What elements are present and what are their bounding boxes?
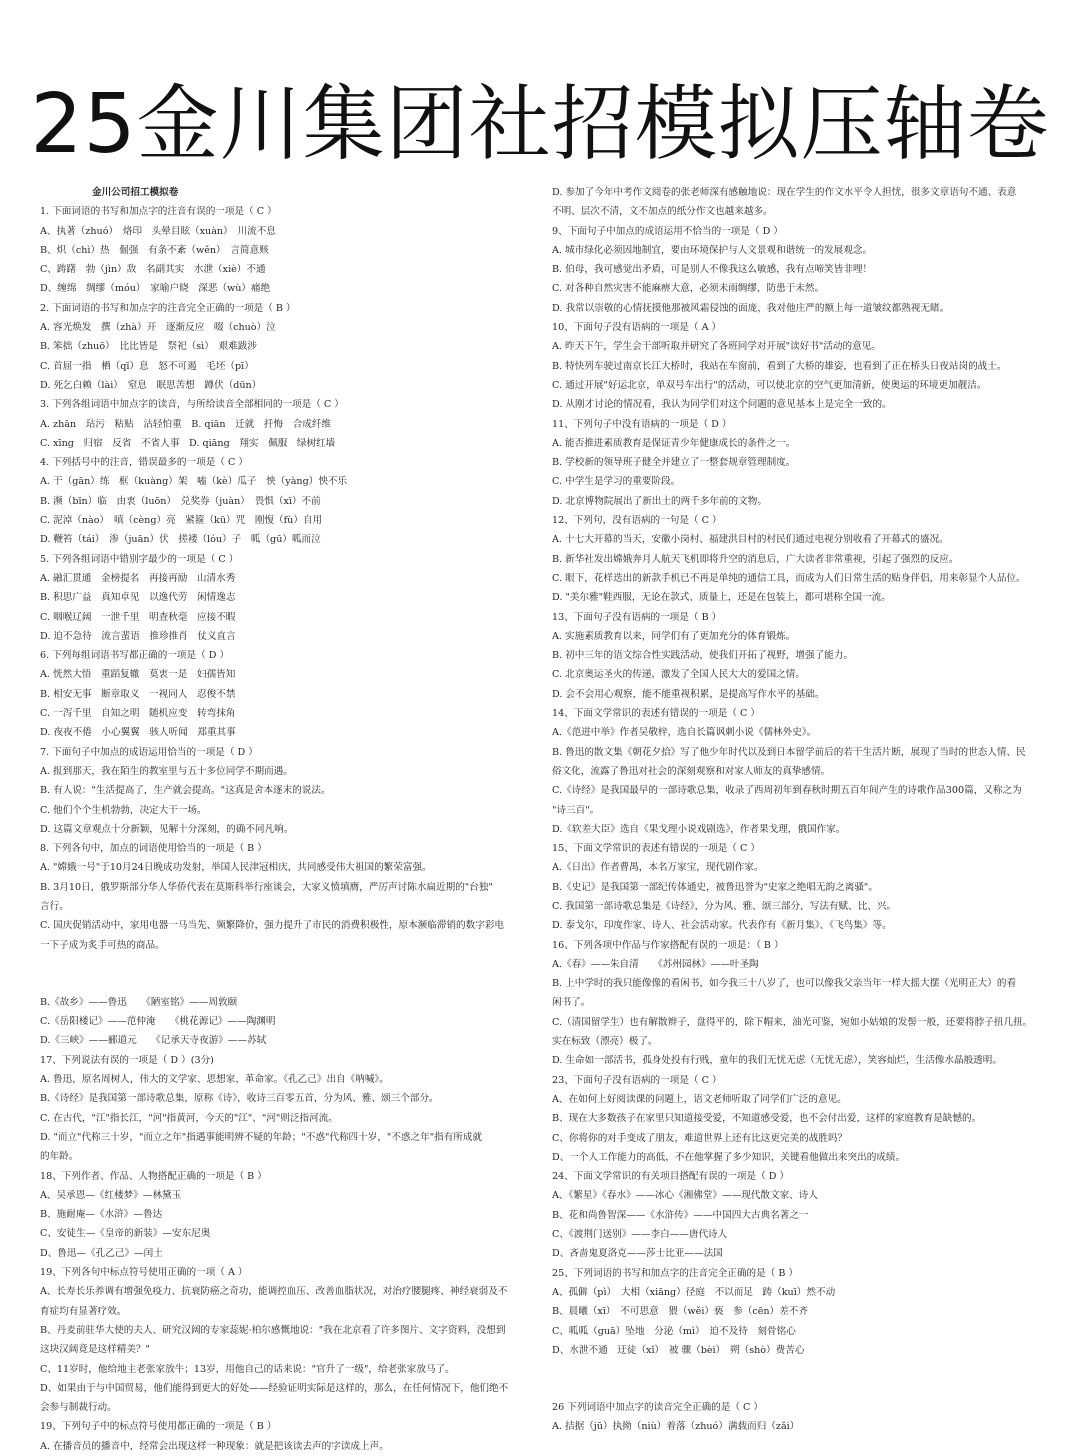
question-line: D. 鞭笞（tái） 渗（juān）伏 搓褛（lóu）子 呱（gū）呱而泣: [40, 534, 321, 546]
question-line: 9、下面句子中加点的成语运用不恰当的一项是（ D ）: [552, 225, 783, 237]
question-line: A、吴承恩—《红楼梦》—林黛玉: [40, 1189, 182, 1201]
question-line: 26 下列词语中加点字的读音完全正确的是（ C ）: [552, 1402, 763, 1414]
question-line: 5. 下列各组词语中错别字最少的一项是（ C ）: [40, 553, 239, 565]
question-line: B、现在大多数孩子在家里只知道接受爱，不知道感受爱，也不会付出爱，这样的家庭教育是缺憾的。: [552, 1113, 982, 1125]
question-line: 15、下面文学常识的表述有错误的一项是（ C ）: [552, 843, 760, 855]
question-line: C. 泥淖（nào） 嗔（cèng）亮 紧箍（kū）咒 刚愎（fù）自用: [40, 515, 323, 527]
question-line: C.《岳阳楼记》——范仲淹 《桃花源记》——陶渊明: [40, 1016, 276, 1028]
question-line: D.《软差大臣》选自《果戈理小说戏剧选》，作者果戈理，俄国作家。: [552, 823, 846, 835]
question-line: 18、下列作者、作品、人物搭配正确的一项是（ B ）: [40, 1170, 267, 1182]
question-line: D. 我常以崇敬的心情抚摸他那被风霜侵蚀的面庞，我对他庄严的额上每一道皱纹都熟视无睹。: [552, 302, 950, 314]
question-line: C.（清国留学生）也有解散辫子，盘得平的，除下帽来，油光可鉴，宛如小姑娘的发髻一般，还要将脖子扭几扭。: [552, 1016, 1033, 1028]
question-line: B. 笨拙（zhuō） 比比皆是 祭祀（sì） 艰难跋涉: [40, 341, 258, 353]
question-line: C. 眼下，花样迭出的新款手机已不再是单纯的通信工具，而成为人们日常生活的贴身伴侣，用来彰显个人品位。: [552, 572, 1026, 584]
question-line: C. 我国第一部诗歌总集是《诗经》，分为风、雅、颂三部分，写法有赋、比、兴。: [552, 900, 897, 912]
question-line: C. 咽喉辽阔 一泄千里 明查秋毫 应接不暇: [40, 611, 236, 623]
question-line: D. 这篇文章观点十分新颖，见解十分深刻，的确不同凡响。: [40, 823, 294, 835]
question-line: A. 容光焕发 撰（zhà）开 逐渐反应 啜（chuò）泣: [40, 322, 276, 334]
question-line: 19、下列各句中标点符号使用正确的一项（ A ）: [40, 1267, 248, 1279]
question-line: 实在标致（漂亮）极了。: [552, 1036, 658, 1048]
question-line: 19、下列句子中的标点符号使用都正确的一项是（ B ）: [40, 1421, 277, 1433]
question-line: 闲书了。: [552, 997, 591, 1009]
question-line: A、孤僻（pì） 大相（xiāng）径庭 不以而足 踌（kuī）然不动: [552, 1286, 836, 1298]
right-column: [552, 183, 1052, 1433]
question-line: C. 首屈一指 栖（qī）息 怒不可遏 毛坯（pī）: [40, 360, 254, 372]
question-line: 17、下列说法有误的一项是（ D ）(3分): [40, 1054, 214, 1066]
question-line: B. 濒（bīn）临 由衷（luōn） 兑奖券（juàn） 畏惧（xī）不前: [40, 495, 321, 507]
question-line: A. 十七大开幕的当天，安徽小岗村、福建洪目村的村民们通过电视分别收看了开幕式的盛况。: [552, 534, 949, 546]
question-line: A. 实施素质教育以来，同学们有了更加充分的体育锻炼。: [552, 630, 796, 642]
question-line: B. 有人说："生活提高了，生产就会提高。"这真是舍本逐末的说法。: [40, 785, 331, 797]
question-line: D、缠绵 绸缪（móu） 家喻户晓 深恶（wù）痛绝: [40, 283, 271, 295]
question-line: "诗三百"。: [552, 804, 600, 816]
question-line: A.《范进中举》作者吴敬梓，选自长篇讽刺小说《儒林外史》。: [552, 727, 817, 739]
question-line: A.《春》——朱自清 《苏州园林》——叶圣陶: [552, 958, 759, 970]
question-line: B. 上中学时的我只能像像的看闲书，如今我三十八岁了，也可以像我父亲当年一样大摇大摆（光明正大）的看: [552, 978, 1017, 990]
question-line: 12、下列句，没有语病的一句是（ C ）: [552, 515, 722, 527]
question-line: D. 夜夜不倦 小心翼翼 骇人听闻 郑重其事: [40, 727, 236, 739]
question-line: D. "而立"代称三十岁，"而立之年"指遇事能明辨不疑的年龄；"不惑"代称四十岁，"不惑之年"指有所成就: [40, 1131, 483, 1143]
question-line: D. 北京博物院展出了新出土的两千多年前的文物。: [552, 495, 767, 507]
question-line: C. 通过开展"好运北京，单双号车出行"的活动，可以使北京的空气更加清新，使奥运的环境更加靓洁。: [552, 379, 987, 391]
question-line: A. 能否推进素质教育是保证青少年健康成长的条件之一。: [552, 437, 796, 449]
question-line: 23、下面句子没有语病的一项是（ C ）: [552, 1074, 722, 1086]
question-line: 2. 下面词语的书写和加点字的注音完全正确的一项是（ B ）: [40, 302, 296, 314]
question-line: A. 在播音员的播音中，经常会出现这样一种现象：就是把该读去声的字读成上声。: [40, 1440, 389, 1452]
question-line: D、一个人工作能力的高低，不在他掌握了多少知识，关键看他做出来突出的成绩。: [552, 1151, 906, 1163]
question-line: B.《诗经》是我国第一部诗歌总集，原称《诗》，收诗三百零五首，分为风、雅、颂三个部分。: [40, 1093, 439, 1105]
question-line: B. 伯母，我可感觉出矛盾，可是别人不像我这么敏感，我有点啼笑皆非哩！: [552, 264, 873, 276]
question-line: B. 新华社发出嫦娥奔月人航天飞机即将升空的消息后，广大读者非常重视，引起了强烈的反应。: [552, 553, 959, 565]
question-line: A. 拮据（jū）执拗（niù）着落（zhuó）满载而归（zǎi）: [552, 1421, 800, 1433]
question-line: A、在如何上好阅读课的问题上，语文老师听取了同学们广泛的意见。: [552, 1093, 847, 1105]
question-line: A. 报到那天，我在陌生的教室里与五十多位同学不期而遇。: [40, 765, 293, 777]
question-line: B. 特快列车驶过南京长江大桥时，我站在车窗前，看到了大桥的雄姿，也看到了正在桥头日夜站岗的战士。: [552, 360, 1007, 372]
question-line: D、吝啬鬼夏洛克——莎士比亚——法国: [552, 1248, 723, 1260]
question-line: D. 参加了今年中考作文阅卷的张老师深有感触地说：现在学生的作文水平令人担忧，很多文章语句不通、表意: [552, 187, 1017, 198]
section-gap: [40, 955, 540, 993]
question-line: A、长寿长乐养调有增强免疫力、抗衰防癌之奇功，能调控血压、改善血脂状况，对治疗腰腿疼、神经衰弱及不: [40, 1286, 508, 1298]
question-line: A. 昨天下午，学生会干部听取并研究了各班同学对开展"读好书"活动的意见。: [552, 341, 881, 353]
left-column: [40, 183, 540, 1452]
question-line: D.《三峡》——郦道元 《记承天寺夜游》——苏轼: [40, 1035, 267, 1047]
question-line: B. 学校新的领导班子健全并建立了一整套规章管理制度。: [552, 457, 796, 469]
question-line: 8. 下列各句中，加点的词语使用恰当的一项是（ B ）: [40, 843, 267, 855]
question-line: 10、下面句子没有语病的一项是（ A ）: [552, 322, 722, 334]
question-line: B、晨曦（xī） 不可思意 猥（wěi）亵 参（cēn）差不齐: [552, 1306, 808, 1318]
question-line: C、《渡荆门送别》——李白——唐代诗人: [552, 1229, 728, 1241]
question-line: B、炽（chì）热 倔强 有条不紊（wěn） 言简意赅: [40, 244, 269, 256]
question-line: C. 对各种自然灾害不能麻痹大意，必须未雨绸缪，防患于未然。: [552, 283, 825, 295]
question-line: 言行。: [40, 900, 69, 912]
question-line: 3. 下列各组词语中加点字的读音，与所给读音全部相同的一项是（ C ）: [40, 399, 344, 411]
question-line: A. zhān 玷污 粘贴 沾轻怕重 B. qiān 迁就 扦悔 合成纤维: [40, 418, 332, 430]
question-line: C、呱呱（guā）坠地 分泌（mì） 迫不及待 刻骨铭心: [552, 1325, 796, 1337]
question-line: 这块汉阔竟是这样精美？": [40, 1344, 150, 1356]
question-line: 16、下列各项中作品与作家搭配有误的一项是：（ B ）: [552, 939, 784, 951]
question-line: B. 积思广益 真知卓见 以逸代劳 闲情逸志: [40, 592, 236, 604]
question-line: C. xīng 归宿 反省 不省人事 D. qiāng 翔实 佩服 绿树红墙: [40, 437, 336, 449]
question-line: 14、下面文学常识的表述有错误的一项是（ C ）: [552, 708, 760, 720]
question-line: B. 鲁迅的散文集《朝花夕拾》写了他少年时代以及到日本留学前后的若干生活片断，展现了当时的世态人情、民: [552, 746, 1026, 758]
question-line: D、水泄不通 迂徒（xǐ） 被 骤（bèi） 朔（shò）费苦心: [552, 1344, 805, 1356]
question-line: D. "美尔雅"鞋西服，无论在款式、质量上，还是在包装上，都可堪称全国一流。: [552, 592, 891, 604]
question-line: B、丹麦前驻华大使的夫人、研究汉阔的专家蕊妮·柏尔感慨地说："我在北京看了许多图片、文字资料，没想到: [40, 1324, 506, 1336]
question-line: 11、下列句子中没有语病的一项是（ D ）: [552, 418, 732, 430]
question-line: C、你将你的对手变成了朋友，难道世界上还有比这更完美的战胜吗？: [552, 1132, 848, 1144]
question-line: 7. 下面句子中加点的成语运用恰当的一项是（ D ）: [40, 746, 258, 758]
question-line: D、如果由于与中国贸易，他们能得到更大的好处——经验证明实际是这样的，那么，在任何情况下，他们绝不: [40, 1382, 509, 1394]
question-line: 24、下面文学常识的有关项目搭配有误的一项是（ D ）: [552, 1171, 790, 1183]
question-line: C. 他们个个生机勃勃，决定大干一场。: [40, 804, 207, 816]
question-line: A、执著（zhuó） 烙印 头晕目眩（xuàn） 川流不息: [40, 225, 276, 237]
question-line: 会参与制裁行动。: [40, 1402, 117, 1414]
question-line: B. 初中三年的语文综合性实践活动，使我们开拓了视野，增强了能力。: [552, 650, 853, 662]
question-line: D. 迫不急待 流言蜚语 推珍推肖 仗义直言: [40, 630, 236, 642]
question-line: A.《日出》作者曹禺，本名万家宝，现代剧作家。: [552, 862, 764, 874]
question-line: C. 中学生是学习的重要阶段。: [552, 476, 681, 488]
question-line: 13、下面句子没有语病的一项是（ B ）: [552, 611, 722, 623]
question-line: C、11岁时，他给地主老张家放牛；13岁，用他自己的话来说："官升了一级"，给老张家放马了。: [40, 1363, 455, 1375]
question-line: B、花和尚鲁智深——《水浒传》——中国四大古典名著之一: [552, 1209, 809, 1221]
question-line: C.《诗经》是我国最早的一部诗歌总集，收录了西周初年到春秋时期五百年间产生的诗歌作品300篇，又称之为: [552, 785, 1022, 797]
question-line: B.《故乡》——鲁迅 《陋室铭》——周敦颐: [40, 996, 238, 1008]
question-line: C. 国庆促销活动中，家用电器一马当先、频繁降价，强力提升了市民的消费积极性，原本濒临滞销的数字彩电: [40, 920, 505, 932]
question-line: B.《史记》是我国第一部纪传体通史，被鲁迅誉为"史家之绝唱无韵之离骚"。: [552, 881, 878, 893]
question-line: B、施耐庵—《水浒》—鲁达: [40, 1209, 163, 1221]
question-line: 4. 下列括号中的注音，错误最多的一项是（ C ）: [40, 457, 248, 469]
question-line: D. 从刚才讨论的情况看，我认为同学们对这个问题的意见基本上是完全一致的。: [552, 399, 892, 411]
question-line: D. 会不会用心观察，能不能重视积累，是提高写作水平的基础。: [552, 688, 825, 700]
question-line: 6. 下列每组词语书写都正确的一项是（ D ）: [40, 650, 230, 662]
question-line: C. 一泻千里 自知之明 随机应变 转弯抹角: [40, 708, 236, 720]
question-line: A. 干（gān）练 框（kuàng）架 嗑（kè）瓜子 怏（yàng）怏不乐: [40, 476, 348, 488]
question-line: 俗文化，流露了鲁迅对社会的深刻观察和对家人师友的真挚感情。: [552, 765, 831, 777]
question-line: D. 生命如一部活书，孤身处投有行贱，童年的我们无忧无虑（无忧无虑），笑容灿烂，生活像水晶般透明。: [552, 1055, 1002, 1067]
question-line: D. 泰戈尔，印度作家、诗人、社会活动家。代表作有《新月集》、《飞鸟集》等。: [552, 920, 892, 932]
question-line: 一下子成为炙手可热的商品。: [40, 939, 165, 951]
question-line: C. 北京奥运圣火的传递，激发了全国人民大大的爱国之情。: [552, 669, 805, 681]
question-line: D、鲁迅—《孔乙己》—闰土: [40, 1247, 163, 1259]
question-line: B. 3月10日，俄罗斯部分华人华侨代表在莫斯科举行座谈会，大家义愤填膺，严厉声讨陈水扁近期的"台独": [40, 881, 493, 893]
question-line: D. 死乞白赖（lài） 窒息 眠思苦想 蹲伏（dūn）: [40, 379, 262, 391]
question-line: C、踌躇 勃（jìn）敌 名副其实 水泄（xiè）不通: [40, 264, 266, 276]
question-line: A、《繁星》《春水》——冰心《湘佛堂》——现代散文家、诗人: [552, 1190, 818, 1202]
question-line: A. "嫦娥一号"于10月24日晚成功发射，举国人民津冠相庆，共同感受伟大祖国的繁荣富强。: [40, 862, 432, 874]
question-line: 的年龄。: [40, 1151, 79, 1163]
section-gap: [552, 1360, 1052, 1398]
question-line: C、安徒生—《皇帝的新装》—安东尼奥: [40, 1228, 211, 1240]
question-line: A. 城市绿化必须因地制宜，要由环境保护与人文景观和谐统一的发展观念。: [552, 244, 873, 256]
question-line: C. 在古代，"江"指长江，"河"指黄河，今天的"江"、"河"则泛指河流。: [40, 1112, 338, 1124]
question-line: 25、下列词语的书写和加点字的注音完全正确的是（ B ）: [552, 1267, 799, 1279]
question-line: A. 恍然大悟 重蹈复辙 莫衷一是 妇孺皆知: [40, 669, 236, 681]
paper-title: 金川公司招工模拟卷: [92, 187, 179, 198]
banner-title: 25金川集团社招模拟压轴卷: [30, 77, 1050, 172]
question-line: 不明、层次不清，文不加点的纸分作文也越来越多。: [552, 206, 773, 218]
question-line: 育症均有显著疗效。: [40, 1305, 127, 1317]
question-line: A. 融汇贯通 金榜提名 再接再励 山清水秀: [40, 572, 236, 584]
question-line: B. 相安无事 断章取义 一视同人 忍俊不禁: [40, 688, 236, 700]
question-line: A. 鲁迅，原名周树人，伟大的文学家、思想家、革命家。《孔乙己》出自《呐喊》。: [40, 1074, 389, 1086]
question-line: 1. 下面词语的书写和加点字的注音有误的一项是（ C ）: [40, 206, 277, 218]
